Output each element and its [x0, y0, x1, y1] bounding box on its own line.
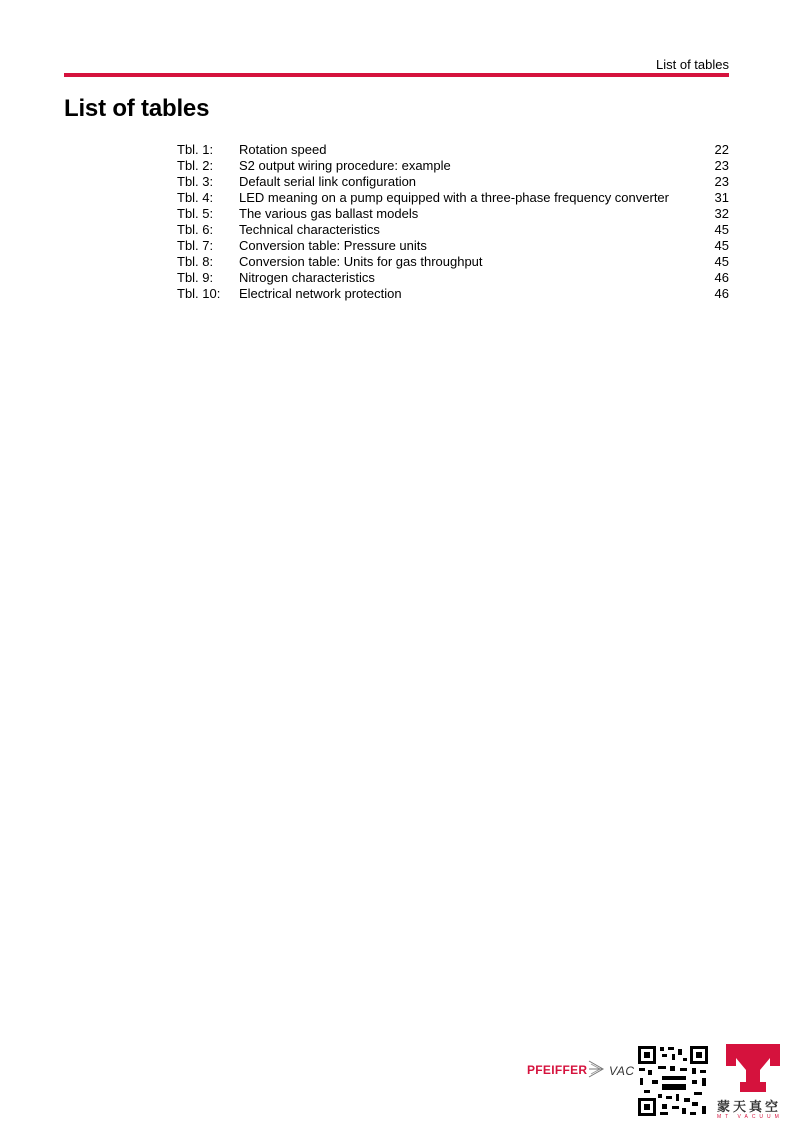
table-title: Nitrogen characteristics — [239, 270, 375, 285]
table-page-number: 31 — [714, 190, 729, 205]
table-list-item[interactable] — [177, 222, 729, 238]
table-number: Tbl. 1: — [177, 142, 214, 157]
table-title: Electrical network protection — [239, 286, 402, 301]
table-page-number: 22 — [714, 142, 729, 157]
table-page-number: 46 — [714, 286, 729, 301]
page-title: List of tables — [64, 95, 210, 122]
pfeiffer-arrow-icon — [588, 1059, 606, 1079]
table-number: Tbl. 4: — [177, 190, 214, 205]
pfeiffer-vacuum-text: VAC — [609, 1064, 635, 1078]
table-page-number: 46 — [714, 270, 729, 285]
mt-vacuum-chinese-name: 蒙天真空 — [717, 1099, 782, 1114]
table-title: Conversion table: Units for gas throughput — [239, 254, 483, 269]
table-page-number: 23 — [714, 174, 729, 189]
table-title: Technical characteristics — [239, 222, 380, 237]
table-title: LED meaning on a pump equipped with a three-phase frequency converter — [239, 190, 669, 205]
running-header: List of tables — [656, 57, 729, 72]
table-title: S2 output wiring procedure: example — [239, 158, 451, 173]
table-list-item[interactable] — [177, 174, 729, 190]
table-list-item[interactable] — [177, 254, 729, 270]
table-list-item[interactable] — [177, 190, 729, 206]
table-number: Tbl. 6: — [177, 222, 214, 237]
mt-vacuum-logo-icon — [726, 1044, 780, 1092]
table-page-number: 32 — [714, 206, 729, 221]
table-number: Tbl. 8: — [177, 254, 214, 269]
table-list-item[interactable] — [177, 206, 729, 222]
table-number: Tbl. 5: — [177, 206, 214, 221]
table-title: Conversion table: Pressure units — [239, 238, 427, 253]
table-number: Tbl. 2: — [177, 158, 214, 173]
mt-vacuum-english-name: MT VACUUM — [717, 1114, 783, 1120]
table-list-item[interactable] — [177, 286, 729, 302]
table-number: Tbl. 7: — [177, 238, 214, 253]
table-title: The various gas ballast models — [239, 206, 419, 221]
pfeiffer-logo-text: PFEIFFER — [527, 1063, 588, 1077]
table-page-number: 45 — [714, 222, 729, 237]
table-page-number: 45 — [714, 238, 729, 253]
table-list-item[interactable] — [177, 270, 729, 286]
table-list — [177, 142, 729, 302]
table-list-item[interactable] — [177, 142, 729, 158]
table-title: Rotation speed — [239, 142, 327, 157]
qr-code-icon — [636, 1044, 710, 1118]
table-list-item[interactable] — [177, 238, 729, 254]
table-list-item[interactable] — [177, 158, 729, 174]
table-number: Tbl. 9: — [177, 270, 214, 285]
table-number: Tbl. 3: — [177, 174, 214, 189]
table-number: Tbl. 10: — [177, 286, 221, 301]
table-page-number: 45 — [714, 254, 729, 269]
table-title: Default serial link configuration — [239, 174, 417, 189]
table-page-number: 23 — [714, 158, 729, 173]
header-rule — [64, 73, 729, 77]
